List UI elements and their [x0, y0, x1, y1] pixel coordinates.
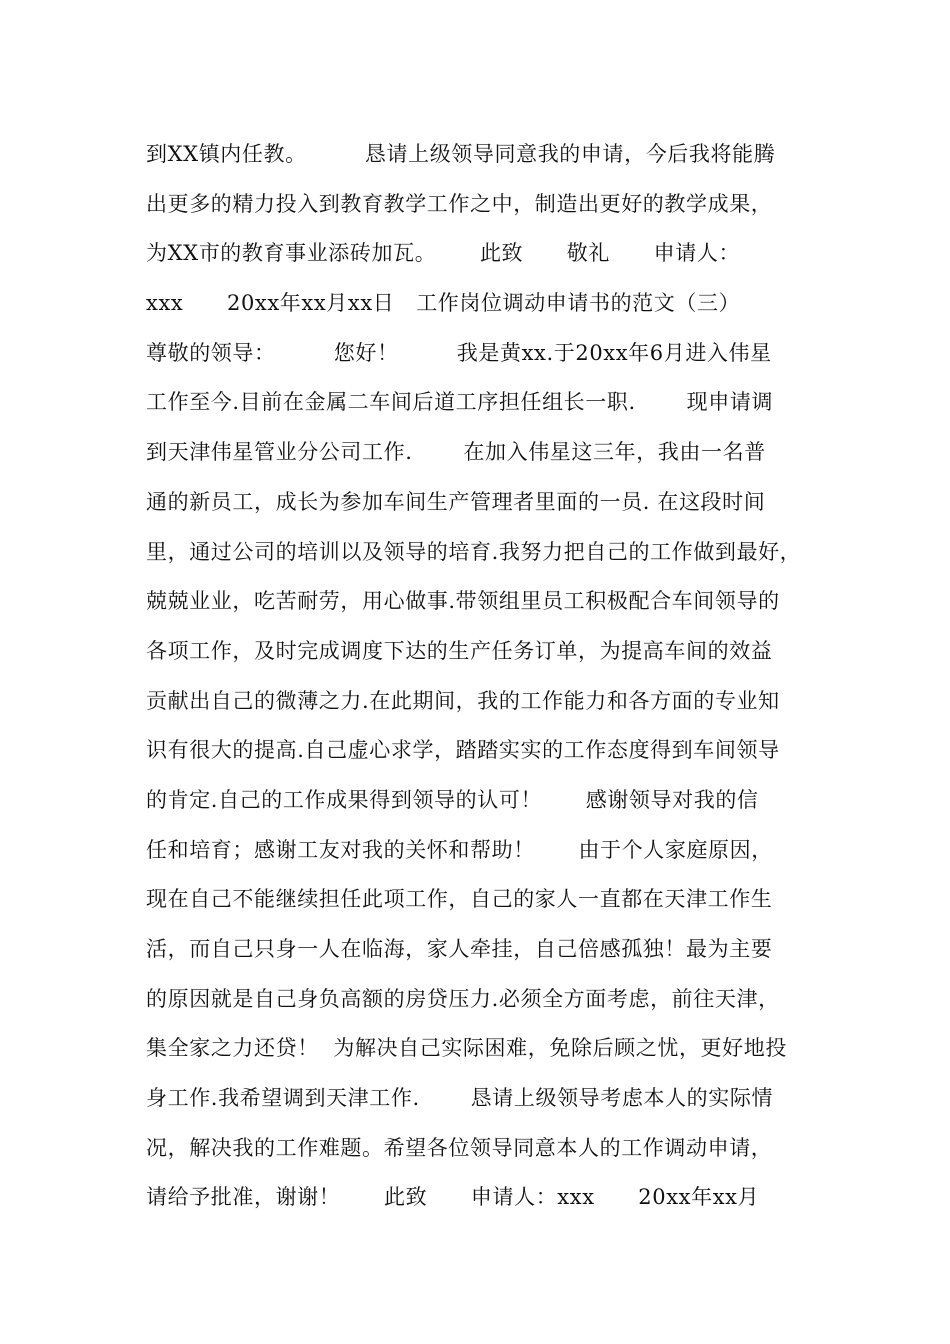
text-line: 为XX市的教育事业添砖加瓦。 此致 敬礼 申请人： — [146, 241, 741, 266]
text-line: 贡献出自己的微薄之力.在此期间，我的工作能力和各方面的专业知 — [146, 688, 780, 713]
text-line: 出更多的精力投入到教育教学工作之中，制造出更好的教学成果， — [146, 191, 773, 216]
document-body — [146, 130, 836, 1223]
text-line: 请给予批准，谢谢！ 此致 申请人：xxx 20xx年xx月 — [146, 1185, 760, 1210]
text-line: 识有很大的提高.自己虚心求学，踏踏实实的工作态度得到车间领导 — [146, 738, 780, 763]
text-line: 任和培育；感谢工友对我的关怀和帮助！ 由于个人家庭原因， — [146, 837, 773, 862]
text-line: xxx 20xx年xx月xx日 工作岗位调动申请书的范文（三） — [146, 291, 741, 316]
text-line: 现在自己不能继续担任此项工作，自己的家人一直都在天津工作生 — [146, 887, 773, 912]
text-line: 里，通过公司的培训以及领导的培育.我努力把自己的工作做到最好， — [146, 539, 802, 564]
text-line: 集全家之力还贷！ 为解决自己实际困难，免除后顾之忧，更好地投 — [146, 1036, 787, 1061]
text-line: 到XX镇内任教。 恳请上级领导同意我的申请，今后我将能腾 — [146, 142, 776, 166]
text-line: 到天津伟星管业分公司工作. 在加入伟星这三年，我由一名普 — [146, 440, 766, 465]
text-line: 活，而自己只身一人在临海，家人牵挂，自己倍感孤独！最为主要 — [146, 937, 773, 961]
text-line: 工作至今.目前在金属二车间后道工序担任组长一职. 现申请调 — [146, 390, 774, 415]
text-line: 通的新员工，成长为参加车间生产管理者里面的一员. 在这段时间 — [146, 489, 766, 514]
text-line: 兢兢业业，吃苦耐劳，用心做事.带领组里员工积极配合车间领导的 — [146, 589, 780, 614]
text-line: 的原因就是自己身负高额的房贷压力.必须全方面考虑，前往天津， — [146, 986, 780, 1011]
text-line: 的肯定.自己的工作成果得到领导的认可！ 感谢领导对我的信 — [146, 787, 759, 812]
text-line: 尊敬的领导： 您好！ 我是黄xx.于20xx年6月进入伟星 — [146, 340, 772, 365]
text-line: 各项工作，及时完成调度下达的生产任务订单，为提高车间的效益 — [146, 638, 773, 663]
text-line: 况，解决我的工作难题。希望各位领导同意本人的工作调动申请， — [146, 1135, 773, 1160]
text-line: 身工作.我希望调到天津工作. 恳请上级领导考虑本人的实际情 — [146, 1086, 774, 1111]
